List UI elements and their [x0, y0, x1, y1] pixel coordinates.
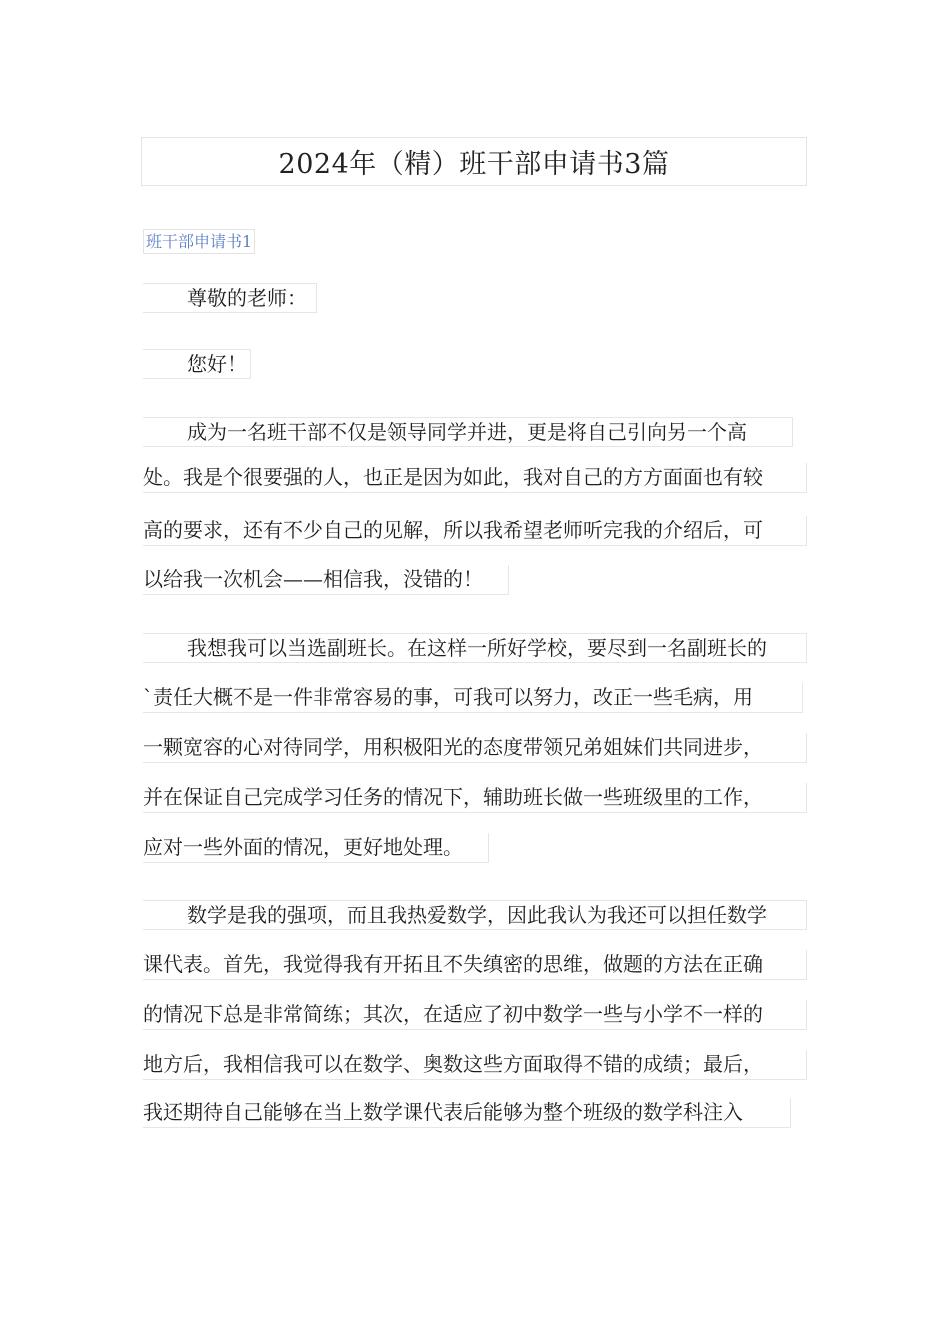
document-title: 2024年（精）班干部申请书3篇	[278, 149, 670, 180]
paragraph-2-line-1: 我想我可以当选副班长。在这样一所好学校，要尽到一名副班长的	[143, 633, 807, 663]
paragraph-3-line-2: 课代表。首先，我觉得我有开拓且不失缜密的思维，做题的方法在正确	[143, 950, 807, 980]
paragraph-1-line-4: 以给我一次机会——相信我，没错的！	[143, 565, 509, 595]
paragraph-3-line-3: 的情况下总是非常简练；其次，在适应了初中数学一些与小学不一样的	[143, 1000, 807, 1030]
paragraph-3-line-1: 数学是我的强项，而且我热爱数学，因此我认为我还可以担任数学	[143, 900, 807, 930]
paragraph-1-line-3: 高的要求，还有不少自己的见解，所以我希望老师听完我的介绍后，可	[143, 516, 807, 546]
paragraph-2-line-4: 并在保证自己完成学习任务的情况下，辅助班长做一些班级里的工作，	[143, 783, 807, 813]
document-title-box	[141, 137, 807, 186]
greeting-line: 您好！	[143, 349, 251, 379]
paragraph-2-line-3: 一颗宽容的心对待同学，用积极阳光的态度带领兄弟姐妹们共同进步，	[143, 733, 807, 763]
paragraph-1-line-1: 成为一名班干部不仅是领导同学并进，更是将自己引向另一个高	[143, 417, 793, 447]
section-heading-link[interactable]: 班干部申请书1	[143, 229, 255, 254]
salutation-line: 尊敬的老师：	[143, 283, 317, 313]
paragraph-2-line-2: `责任大概不是一件非常容易的事，可我可以努力，改正一些毛病，用	[143, 683, 803, 713]
paragraph-1-line-2: 处。我是个很要强的人，也正是因为如此，我对自己的方方面面也有较	[143, 463, 807, 493]
paragraph-2-line-5: 应对一些外面的情况，更好地处理。	[143, 833, 489, 863]
paragraph-3-line-5: 我还期待自己能够在当上数学课代表后能够为整个班级的数学科注入	[143, 1098, 791, 1128]
paragraph-3-line-4: 地方后，我相信我可以在数学、奥数这些方面取得不错的成绩；最后，	[143, 1050, 807, 1080]
